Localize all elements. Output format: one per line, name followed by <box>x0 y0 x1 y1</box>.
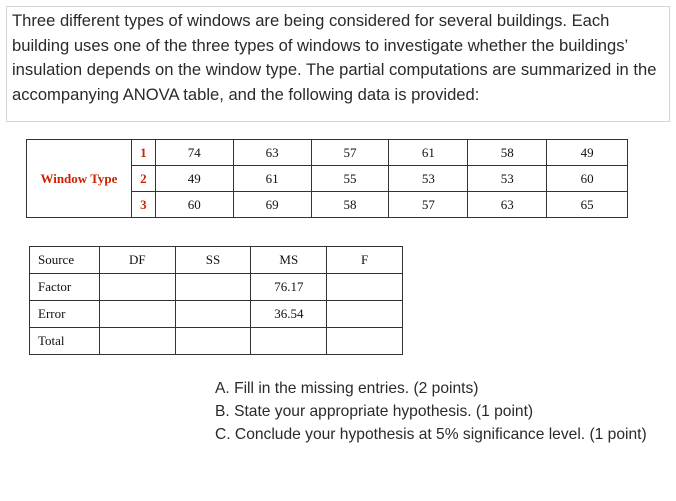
data-cell: 58 <box>311 192 389 218</box>
data-cell: 61 <box>389 140 468 166</box>
data-cell: 60 <box>155 192 233 218</box>
df-cell <box>99 328 175 355</box>
data-cell: 49 <box>155 166 233 192</box>
question-a: A. Fill in the missing entries. (2 points) <box>215 380 479 397</box>
data-cell: 65 <box>547 192 628 218</box>
question-b: B. State your appropriate hypothesis. (1 point) <box>215 403 534 420</box>
header-ss: SS <box>175 247 251 274</box>
anova-row-error <box>30 301 403 328</box>
row-index: 3 <box>131 192 155 218</box>
anova-row-total <box>30 328 403 355</box>
header-df: DF <box>99 247 175 274</box>
window-data-table <box>26 139 628 218</box>
header-source: Source <box>30 247 100 274</box>
df-cell <box>99 301 175 328</box>
data-cell: 63 <box>468 192 547 218</box>
data-cell: 63 <box>233 140 311 166</box>
anova-header-row <box>30 247 403 274</box>
f-cell <box>327 328 403 355</box>
data-cell: 61 <box>233 166 311 192</box>
header-ms: MS <box>251 247 327 274</box>
ms-cell: 36.54 <box>251 301 327 328</box>
source-cell: Error <box>30 301 100 328</box>
source-cell: Factor <box>30 274 100 301</box>
ms-cell <box>251 328 327 355</box>
anova-row-factor <box>30 274 403 301</box>
ss-cell <box>175 274 251 301</box>
window-type-label: Window Type <box>27 140 132 218</box>
row-index: 1 <box>131 140 155 166</box>
df-cell <box>99 274 175 301</box>
source-cell: Total <box>30 328 100 355</box>
data-cell: 49 <box>547 140 628 166</box>
data-cell: 55 <box>311 166 389 192</box>
data-cell: 58 <box>468 140 547 166</box>
header-f: F <box>327 247 403 274</box>
f-cell <box>327 274 403 301</box>
question-list <box>215 377 647 446</box>
data-cell: 74 <box>155 140 233 166</box>
data-cell: 60 <box>547 166 628 192</box>
data-cell: 53 <box>389 166 468 192</box>
data-cell: 53 <box>468 166 547 192</box>
data-cell: 69 <box>233 192 311 218</box>
ss-cell <box>175 301 251 328</box>
problem-intro: Three different types of windows are being considered for several buildings. Each building uses one of the three types of windows to investigate whether the buildings’ insulation depends on the window type. The partial computations are summarized in the accompanying ANOVA table, and the following data is provided: <box>12 11 657 104</box>
question-c: C. Conclude your hypothesis at 5% significance level. (1 point) <box>215 426 647 443</box>
f-cell <box>327 301 403 328</box>
row-index: 2 <box>131 166 155 192</box>
ms-cell: 76.17 <box>251 274 327 301</box>
ss-cell <box>175 328 251 355</box>
anova-table <box>29 246 403 355</box>
data-row-1 <box>27 140 628 166</box>
data-cell: 57 <box>389 192 468 218</box>
data-cell: 57 <box>311 140 389 166</box>
